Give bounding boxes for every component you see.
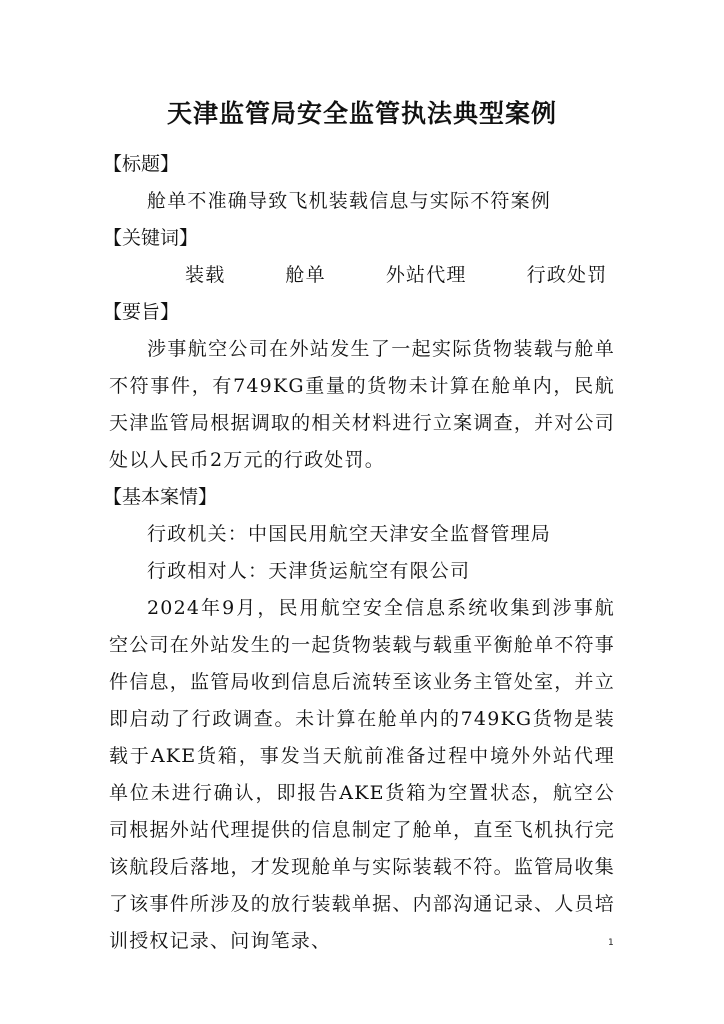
page-number: 1: [608, 938, 614, 948]
section-heading-title: 【标题】: [103, 153, 180, 175]
case-details-paragraph: 2024年9月，民用航空安全信息系统收集到涉事航空公司在外站发生的一起货物装载与载重平衡舱单不符事件信息，监管局收到信息后流转至该业务主管处室，并立即启动了行政调查。未计算在舱单内的749KG货物是装载于AKE货箱，事发当天航前准备过程中境外外站代理单位未进行确认，即报告AKE货箱为空置状态，航空公司根据外站代理提供的信息制定了舱单，直至飞机执行完该航段后落地，才发现舱单与实际装载不符。监管局收集了该事件所涉及的放行装载单据、内部沟通记录、人员培训授权记录、问询笔录、: [109, 597, 615, 952]
section-heading-summary: 【要旨】: [103, 301, 180, 323]
administrative-authority: 行政机关：中国民用航空天津安全监督管理局: [147, 523, 552, 545]
keyword: 舱单: [285, 264, 326, 286]
administrative-counterpart: 行政相对人：天津货运航空有限公司: [147, 560, 471, 582]
keyword: 装载: [185, 264, 226, 286]
keyword: 外站代理: [385, 264, 467, 286]
summary-paragraph: 涉事航空公司在外站发生了一起实际货物装载与舱单不符事件，有749KG重量的货物未计算在舱单内，民航天津监管局根据调取的相关材料进行立案调查，并对公司处以人民币2万元的行政处罚。: [109, 338, 615, 471]
document-title: 天津监管局安全监管执法典型案例: [166, 99, 557, 128]
document-body: [103, 146, 615, 960]
case-title-text: 舱单不准确导致飞机装载信息与实际不符案例: [147, 190, 552, 212]
keyword: 行政处罚: [526, 264, 608, 286]
keywords-line: [109, 257, 615, 294]
section-heading-basic-case: 【基本案情】: [103, 486, 218, 508]
section-heading-keywords: 【关键词】: [103, 227, 199, 249]
